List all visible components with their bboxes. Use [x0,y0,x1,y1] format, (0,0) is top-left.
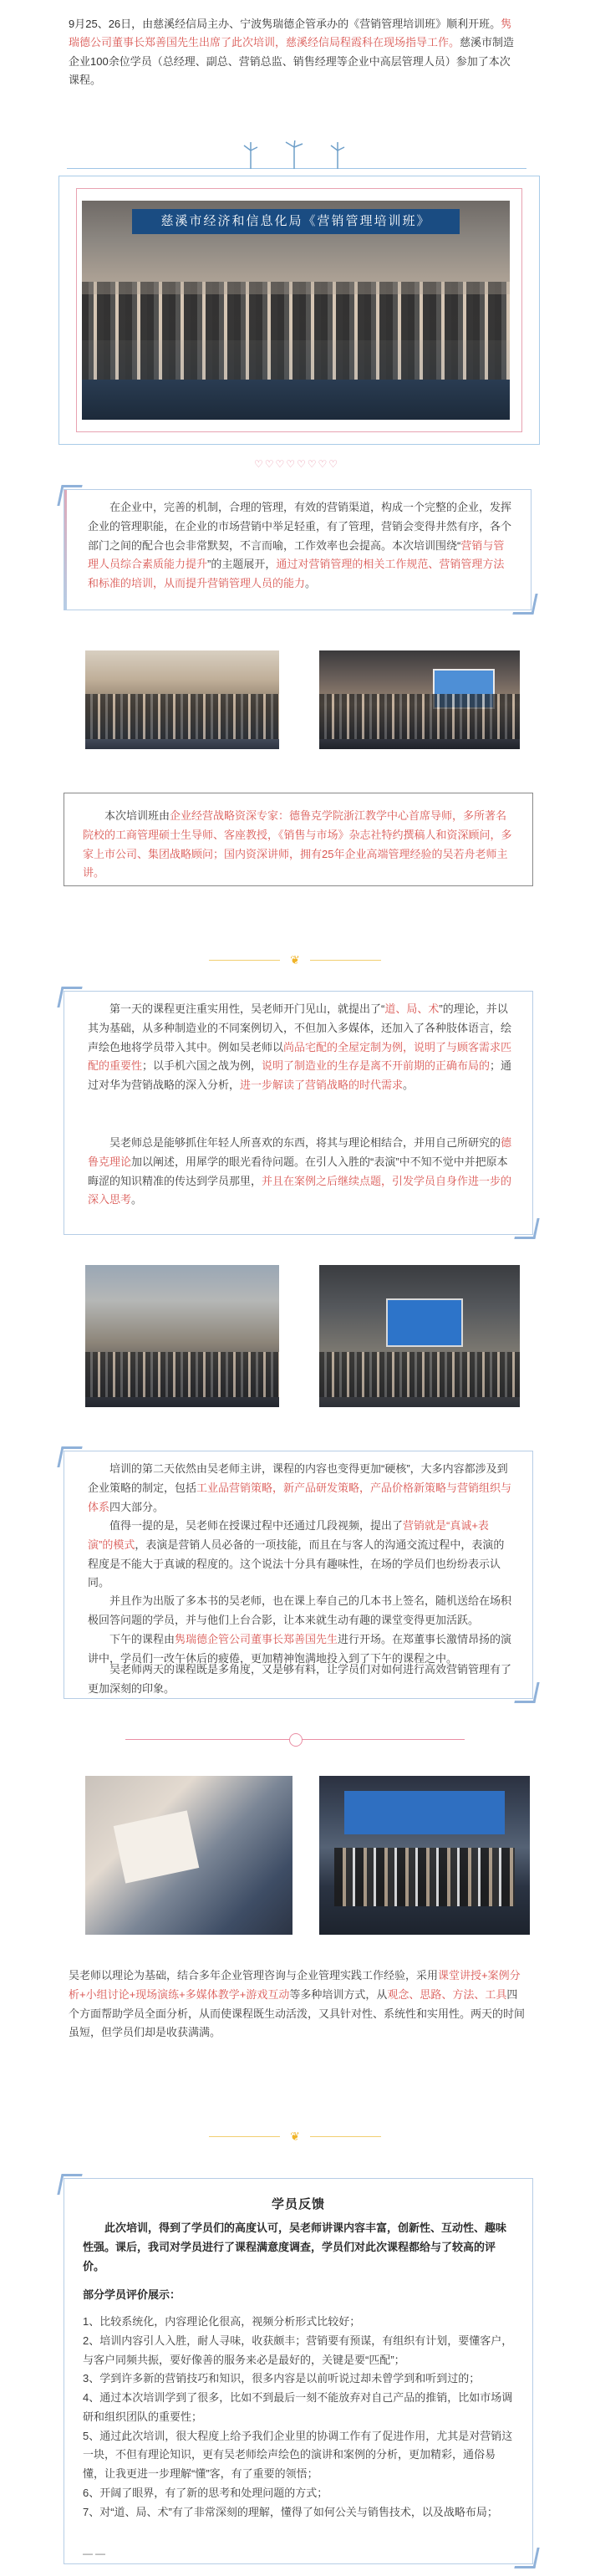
summary-paragraph [69,1966,526,2043]
management-box [64,489,532,610]
hearts-divider: ♡♡♡♡♡♡♡♡ [253,458,340,470]
text: 吴老师总是能够抓住年轻人所喜欢的东西，将其与理论相结合，并用自己所研究的 [109,1136,501,1149]
feedback-item: 6、开阔了眼界，有了新的思考和处理问题的方式； [83,2486,328,2499]
text: ；以手机六国之战为例， [142,1059,262,1073]
highlight-text: 进一步解读了营销战略的时代需求 [240,1079,404,1091]
side-bar [64,490,67,610]
bow-icon: ❦ [290,2130,300,2143]
people-on-stage [334,1848,515,1906]
intro-text: 9月25、26日，由慈溪经信局主办、宁波隽瑞德企管承办的《营销管理培训班》顺利开班。 [69,18,501,30]
bow-divider [0,951,590,968]
text: 下午的课程由 [109,1633,175,1645]
highlight-text: 并且在案例之后继续点题，引发学员自身作进一步的深入思考 [88,1174,512,1206]
day1-paragraph-2 [88,1134,514,1210]
divider-dot [289,1733,303,1747]
feedback-subtitle: 部分学员评价展示： [83,2288,181,2301]
highlight-text: 企业经营战略资深专家：德鲁克学院浙江教学中心首席导师，多所著名院校的工商管理硕士生导师、客座教授，《销售与市场》杂志社特约撰稿人和资深顾问，多家上市公司、集团战略顾问；国内资深讲师，拥有25年企业高端管理经验的吴若舟老师主讲。 [83,809,512,880]
text: 。 [403,1079,415,1091]
intro-highlight: 隽瑞德公司董事长郑善国先生出席了此次培训，慈溪经信局程霞科在现场指导工作。 [69,18,512,49]
day1-paragraph-1 [88,1000,514,1095]
highlight-text: 营销与管理人员综合素质能力提升 [88,538,505,571]
day2-box [64,1451,533,1699]
intro-paragraph [69,15,520,89]
corner-decoration [514,1218,539,1239]
day2-paragraph-5: 吴老师两天的课程既是多角度，又是够有料，让学员们对如何进行高效营销管理有了更加深刻的印象。 [88,1663,512,1695]
divider-line [209,960,280,961]
bow-icon: ❦ [290,953,300,967]
feedback-item: 5、通过此次培训，很大程度上给予我们企业里的协调工作有了促进作用，尤其是对营销这一块，不但有理论知识，更有吴老师绘声绘色的演讲和案例的分析，更加精彩，通俗易懂，让我更进一步理解“懂”客，有了重要的领悟； [83,2429,513,2480]
highlight-text: 尚品宅配的全屋定制为例，说明了与顾客需求匹配的重要性 [88,1040,512,1073]
stage-group-photo [319,1776,530,1935]
audience-rows [85,694,279,739]
text: 。 [305,577,317,589]
classroom-photo-2 [319,650,520,749]
text: 本次培训班由 [104,809,170,822]
feedback-item: 7、对“道、局、术”有了非常深刻的理解，懂得了如何公关与销售技术，以及战略布局； [83,2505,498,2518]
text: 进行开场。在郑董事长激情昂扬的演讲中，学员们一改午休后的疲倦，更加精神饱满地投入到了下午的课程之中。 [88,1633,512,1665]
group-photo [82,201,510,420]
feedback-item: 2、培训内容引人入胜，耐人寻味，收获颇丰；营销要有预谋，有组织有计划，要懂客户，与客户同频共振，要好像善的服务来必是最好的，关键是要“匹配”； [83,2334,513,2366]
lecture-photo-1 [85,1265,279,1407]
text: ，表演是营销人员必备的一项技能，而且在与客人的沟通交流过程中，表演的程度是不能大于真诚的程度的。这个说法十分具有趣味性，在场的学员们也纷纷表示认同。 [88,1538,505,1589]
corner-decoration [514,1682,539,1703]
feedback-item: 3、学到许多新的营销技巧和知识，很多内容是以前听说过却未曾学到和听到过的； [83,2372,481,2385]
turbine-separator [234,140,359,171]
text: ；通过对华为营销战略的深入分析， [88,1059,512,1091]
text: 培训的第二天依然由吴老师主讲，课程的内容也变得更加“硬核”，大多内容都涉及到企业策略的制定，包括 [88,1462,508,1494]
feedback-intro: 此次培训，得到了学员们的高度认可，吴老师讲课内容丰富，创新性、互动性、趣味性强。课后，我司对学员进行了课程满意度调查，学员们对此次课程都给与了较高的评价。 [83,2221,507,2272]
highlight-text: 隽瑞德企管公司董事长郑善国先生 [175,1633,338,1645]
text: ”的理论，并以其为基础，从多种制造业的不同案例切入，不但加入多媒体，还加入了各种肢体语言，绘声绘色地将学员带入其中。例如吴老师以 [88,1002,512,1053]
highlight-text: 说明了制造业的生存是离不开前期的正确布局的 [262,1059,491,1073]
audience-rows [85,1352,279,1397]
highlight-text: 德鲁克理论 [88,1136,512,1168]
divider-line [310,2136,381,2137]
classroom-photo-1 [85,650,279,749]
corner-decoration [57,485,82,506]
highlight-text: 营销就是“真诚+表演”的模式 [88,1519,489,1551]
intro-text-2: 慈溪市制造企业100余位学员（总经理、副总、营销总监、销售经理等企业中高层管理人员）参加了本次课程。 [69,36,515,87]
highlight-text: 观念、思路、方法、工具 [387,1987,507,2001]
day2-paragraph-2 [88,1517,514,1593]
crowd-front [82,294,510,386]
day1-box [64,991,533,1235]
text: 吴老师以理论为基础，结合多年企业管理咨询与企业管理实践工作经验，采用 [69,1969,439,1982]
lecture-photo-2 [319,1265,520,1407]
stage-backdrop [344,1791,505,1834]
teacher-box [64,793,533,886]
text: 加以阐述，用犀学的眼光看待问题。在引人入胜的“表演”中不知不觉中并把原本晦涩的知识精准的传达到学员那里， [88,1155,508,1187]
end-dashes: —— [83,2548,108,2559]
wind-turbine-icon [234,140,359,171]
highlight-text: 道、局、术 [384,1002,440,1015]
projector-screen [386,1298,463,1347]
bow-divider [0,2128,590,2145]
audience-rows [319,694,520,739]
feedback-item: 1、比较系统化，内容理论化很高，视频分析形式比较好； [83,2315,361,2328]
event-banner: 慈溪市经济和信息化局《营销管理培训班》 [132,209,460,234]
corner-decoration [512,594,537,615]
day2-paragraph-1 [88,1460,514,1517]
text: 四大部分。 [109,1500,165,1513]
book [114,1810,200,1883]
text: 第一天的课程更注重实用性，吴老师开门见山，就提出了“ [109,1002,385,1015]
text: 四个方面帮助学员全面分析，从而使课程既生动活泼，又具针对性、系统性和实用性。两天的时间虽短，但学员们却是收获满满。 [69,1987,526,2039]
highlight-text: 课堂讲授+案例分析+小组讨论+现场演练+多媒体教学+游戏互动 [69,1969,521,2001]
pink-divider [125,1739,465,1740]
feedback-box [64,2178,533,2564]
feedback-title: 学员反馈 [271,2197,325,2211]
text: 。 [131,1193,143,1206]
text: 等多种培训方式，从 [289,1987,388,2001]
corner-decoration [57,987,82,1007]
text: 在企业中，完善的机制，合理的管理，有效的营销渠道，构成一个完整的企业，发挥企业的管理职能，在企业的市场营销中举足轻重，有了管理，营销会变得井然有序，各个部门之间的配合也会非常默契，不言而喻，工作效率也会提高。本次培训围绕“ [88,501,512,552]
front-row [82,380,510,420]
corner-decoration [57,1446,82,1467]
corner-decoration [514,2548,539,2568]
management-paragraph [88,498,512,594]
highlight-text: 通过对营销管理的相关工作规范、营销管理方法和标准的培训，从而提升营销管理人员的能力 [88,558,505,589]
audience-rows [319,1352,520,1397]
teacher-paragraph [83,807,514,883]
divider-line [310,960,381,961]
text: ”的主题展开， [207,558,277,571]
feedback-item: 4、通过本次培训学到了很多，比如不到最后一刻不能放弃对自己产品的推销，比如市场调研和组织团队的重要性； [83,2391,513,2423]
divider-line [209,2136,280,2137]
text: 值得一提的是，吴老师在授课过程中还通过几段视频，提出了 [109,1519,404,1532]
corner-decoration [57,2174,82,2195]
book-signing-photo [85,1776,292,1935]
day2-paragraph-3: 并且作为出版了多本书的吴老师，也在课上奉自己的几本书上签名，随机送给在场积极回答问题的学员，并与他们上台合影，让本来就生动有趣的课堂变得更加活跃。 [88,1594,512,1626]
highlight-text: 工业品营销策略，新产品研发策略，产品价格新策略与营销组织与体系 [88,1481,512,1513]
feedback-list [83,2313,514,2522]
